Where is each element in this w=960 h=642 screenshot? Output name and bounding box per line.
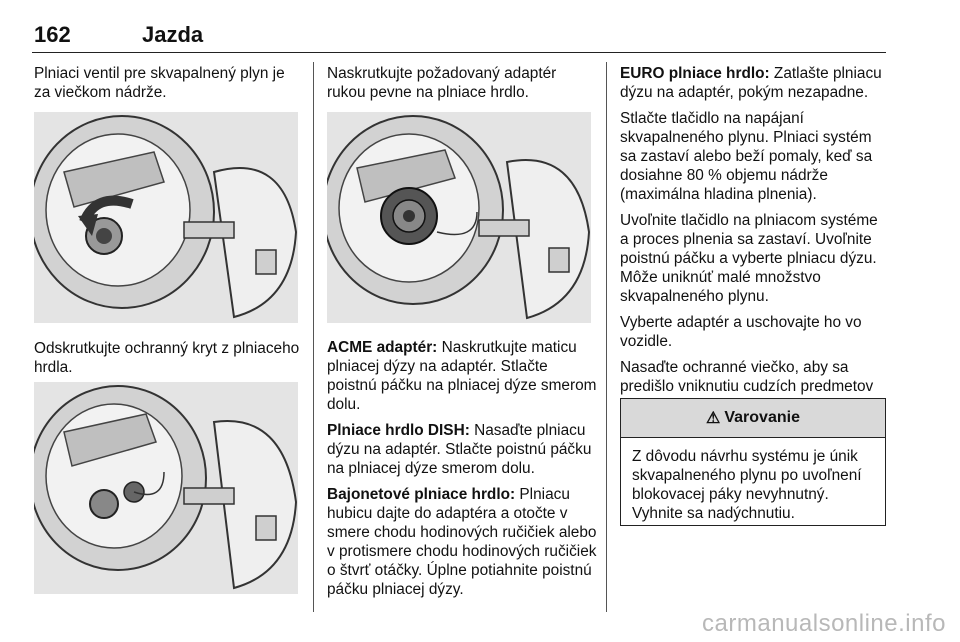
warning-title: Varovanie bbox=[724, 409, 800, 426]
column-2 bbox=[327, 64, 597, 109]
adapter-installed-illustration bbox=[327, 112, 591, 323]
euro-paragraph bbox=[620, 64, 888, 102]
column-divider bbox=[606, 62, 607, 612]
fuel-flap-illustration-svg bbox=[34, 112, 298, 323]
column-divider bbox=[313, 62, 314, 612]
dish-paragraph bbox=[327, 421, 597, 478]
dish-text: Nasaďte plniacu dýzu na adaptér. Stlačte poistnú páčku na plniacej dýze smerom dolu. bbox=[327, 422, 592, 477]
warning-triangle-icon: ⚠ bbox=[706, 410, 721, 427]
bayonet-paragraph bbox=[327, 485, 597, 599]
chapter-title: Jazda bbox=[142, 22, 204, 47]
euro-label: EURO plniace hrdlo: bbox=[620, 65, 770, 82]
paragraph: Uvoľnite tlačidlo na plniacom systéme a proces plnenia sa zastaví. Uvoľnite poistnú páčku a vyberte plniacu dýzu. Môže uniknúť malé množstvo skvapalneného plynu. bbox=[620, 212, 878, 305]
paragraph: Naskrutkujte požadovaný adaptér rukou pevne na plniace hrdlo. bbox=[327, 65, 557, 101]
paragraph: Vyberte adaptér a uschovajte ho vo vozidle. bbox=[620, 314, 862, 350]
acme-label: ACME adaptér: bbox=[327, 339, 438, 356]
euro-text: Zatlašte plniacu dýzu na adaptér, pokým nezapadne. bbox=[620, 65, 882, 101]
acme-paragraph bbox=[327, 338, 597, 414]
column-3 bbox=[620, 64, 888, 422]
warning-text: Z dôvodu návrhu systému je únik skvapalneného plynu po uvoľnení blokovacej páky nevyhnutný. Vyhnite sa nadýchnutiu. bbox=[632, 448, 862, 522]
acme-text: Naskrutkujte maticu plniacej dýzy na adaptér. Stlačte poistnú páčku na plniacej dýze smerom dolu. bbox=[327, 339, 597, 413]
warning-header bbox=[621, 399, 885, 438]
paragraph: Stlačte tlačidlo na napájaní skvapalneného plynu. Plniaci systém sa zastaví alebo beží pomaly, keď sa dosiahne 80 % objemu nádrže (maximálna hladina plnenia). bbox=[620, 110, 873, 203]
watermark: carmanualsonline.info bbox=[702, 610, 946, 637]
warning-box bbox=[620, 398, 886, 526]
protective-cap-illustration bbox=[34, 382, 298, 594]
column-1 bbox=[34, 64, 300, 109]
paragraph: Odskrutkujte ochranný kryt z plniaceho hrdla. bbox=[34, 340, 300, 376]
protective-cap-illustration-svg bbox=[34, 382, 298, 594]
page-number: 162 bbox=[34, 22, 71, 47]
paragraph: Plniaci ventil pre skvapalnený plyn je za viečkom nádrže. bbox=[34, 65, 285, 101]
column-1-lower bbox=[34, 339, 300, 384]
bayonet-text: Plniacu hubicu dajte do adaptéra a otočte v smere chodu hodinových ručičiek alebo v protismere chodu hodinových ručičiek o štvrť otáčky. Úplne potiahnite poistnú páčku plniacej dýzy. bbox=[327, 486, 597, 598]
fuel-flap-unscrew-illustration bbox=[34, 112, 298, 323]
bayonet-label: Bajonetové plniace hrdlo: bbox=[327, 486, 516, 503]
dish-label: Plniace hrdlo DISH: bbox=[327, 422, 470, 439]
page-header bbox=[32, 18, 886, 53]
adapter-illustration-svg bbox=[327, 112, 591, 323]
paragraph: Nasaďte ochranné viečko, aby sa predišlo vniknutiu cudzích predmetov bbox=[620, 359, 874, 395]
column-2-lower bbox=[327, 338, 597, 606]
